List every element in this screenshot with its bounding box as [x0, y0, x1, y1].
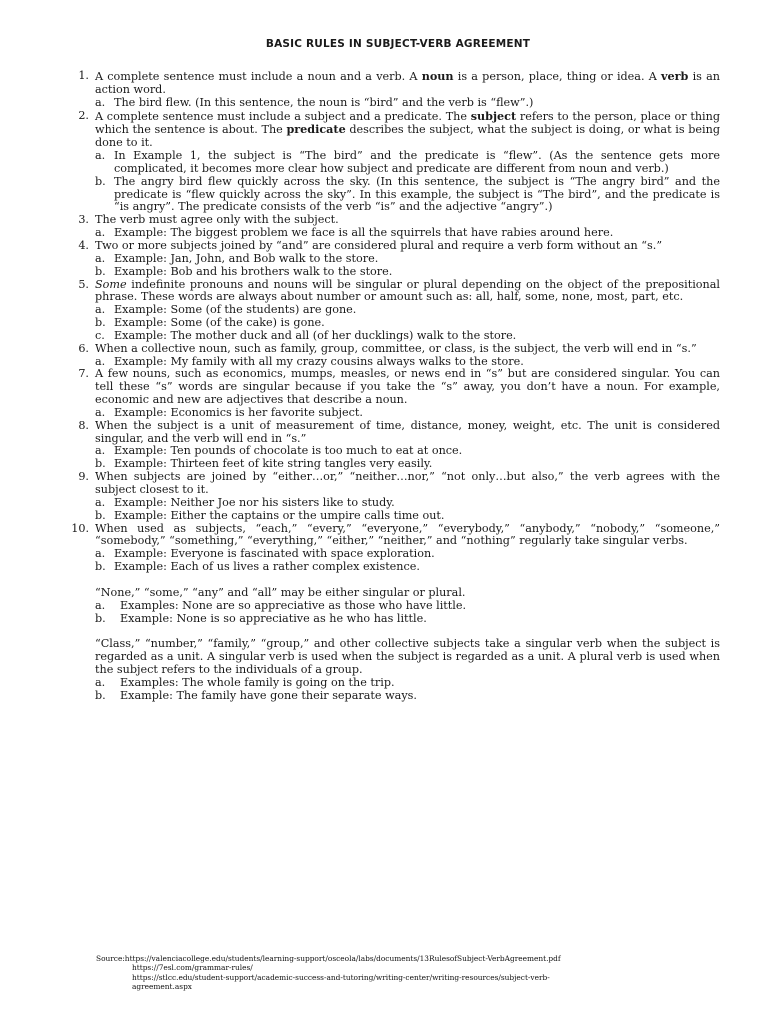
rule-number: 2.: [78, 108, 89, 122]
example-item: a. Examples: None are so appreciative as those who have little.: [95, 598, 467, 612]
rule-number: 10.: [71, 521, 89, 535]
source-line: https://stlcc.edu/student-support/academic-success-and-tutoring/writing-center/writing-resources/subject-verb-: [132, 972, 550, 982]
rule-number: 7.: [78, 367, 89, 381]
rule-number: 4.: [78, 238, 89, 252]
rule-number: 6.: [78, 341, 89, 355]
example-item: b. Example: None is so appreciative as he who has little.: [95, 611, 427, 625]
example-item: b. Example: Thirteen feet of kite string tangles very easily.: [95, 457, 433, 471]
bold-term: noun: [421, 69, 454, 83]
rule-number: 9.: [78, 470, 89, 484]
source-line: agreement.aspx: [132, 982, 192, 992]
bold-term: predicate: [286, 122, 346, 137]
bold-term: verb: [661, 69, 689, 83]
rule-number: 1.: [78, 69, 89, 82]
example-item: a. Example: Economics is her favorite subject.: [95, 405, 363, 419]
example-item: b. The angry bird flew quickly across the sky. (In this sentence, the subject is “The angry bird” and the predicate is “flew quickly across the sky”. In this example, the subject is “The bird”, and the predicate is “is angry”. The predicate consists of the verb “is” and the adjective “angry”.): [95, 174, 720, 214]
rule-number: 8.: [78, 418, 89, 432]
rule-4: 4. Two or more subjects joined by “and” are considered plural and require a verb form without an “s.” a. Example: Jan, John, and Bob walk to the store. b. Example: Bob and his brothers walk to the store.: [64, 240, 720, 279]
bold-term: subject: [470, 108, 517, 123]
note-text: “Class,” “number,” “family,” “group,” and other collective subjects take a singular verb when the subject is regarded as a unit. A singular verb is used when the subject is regarded as a unit. A plural verb is used when the subject refers to the individuals of a group.: [95, 637, 720, 677]
rule-5: 5. Some indefinite pronouns and nouns will be singular or plural depending on the object of the prepositional phrase. These words are always about number or amount such as: all, half, some, none, most, part, etc. a. Example: Some (of the students) are gone. b. Example: Some (of the cake) is gone. c. Example: The mother duck and all (of her ducklings) walk to the store.: [64, 279, 720, 343]
note-none-some-any-all: [64, 587, 720, 626]
example-item: a. Example: Neither Joe nor his sisters like to study.: [95, 495, 395, 509]
example-item: a. The bird flew. (In this sentence, the noun is “bird” and the verb is “flew”.): [95, 95, 534, 109]
source-citations: [96, 954, 716, 992]
example-item: b. Example: Either the captains or the umpire calls time out.: [95, 508, 445, 522]
source-line: Source:https://valenciacollege.edu/students/learning-support/osceola/labs/documents/13RulesofSubject-VerbAgreement.pdf: [96, 954, 561, 963]
rule-6: 6. When a collective noun, such as family, group, committee, or class, is the subject, the verb will end in “s.” a. Example: My family with all my crazy cousins always walks to the store.: [64, 343, 720, 369]
rule-7: 7. A few nouns, such as economics, mumps, measles, or news end in “s” but are considered singular. You can tell these “s” words are singular because if you take the “s” away, you don’t have a noun. For example, economic and new are adjectives that describe a noun. a. Example: Economics is her favorite subject.: [64, 368, 720, 419]
source-line: https://7esl.com/grammar-rules/: [132, 963, 253, 973]
rule-number: 3.: [78, 213, 89, 227]
example-item: a. Example: Some (of the students) are gone.: [95, 303, 357, 317]
example-item: a. Example: Jan, John, and Bob walk to the store.: [95, 251, 379, 265]
note-collective-subjects: [64, 638, 720, 702]
example-item: c. Example: The mother duck and all (of her ducklings) walk to the store.: [95, 328, 517, 342]
rule-3: 3. The verb must agree only with the subject. a. Example: The biggest problem we face is all the squirrels that have rabies around here.: [64, 214, 720, 240]
example-item: a. Example: My family with all my crazy cousins always walks to the store.: [95, 354, 524, 368]
rule-2: 2. A complete sentence must include a subject and a predicate. The subject refers to the person, place or thing which the sentence is about. The predicate describes the subject, what the subject is doing, or what is being done to it. a. In Example 1, the subject is “The bird” and the predicate is “flew”. (As the sentence gets more complicated, it becomes more clear how subject and predicate are different from noun and verb.) b. The angry bird flew quickly across the sky. (In this sentence, the subject is “The angry bird” and the predicate is “flew quickly across the sky”. In this example, the subject is “The bird”, and the predicate is “is angry”. The predicate consists of the verb “is” and the adjective “angry”.): [64, 110, 720, 215]
rule-number: 5.: [78, 277, 89, 291]
rule-8: 8. When the subject is a unit of measurement of time, distance, money, weight, etc. The unit is considered singular, and the verb will end in “s.” a. Example: Ten pounds of chocolate is too much to eat at once. b. Example: Thirteen feet of kite string tangles very easily.: [64, 420, 720, 471]
rule-10: 10. When used as subjects, “each,” “every,” “everyone,” “everybody,” “anybody,” “nobody,” “someone,” “somebody,” “something,” “everything,” “either,” “neither,” and “nothing” regularly take singular verbs. a. Example: Everyone is fascinated with space exploration. b. Example: Each of us lives a rather complex existence.: [64, 523, 720, 574]
example-item: a. Example: Ten pounds of chocolate is too much to eat at once.: [95, 444, 463, 458]
note-text: “None,” “some,” “any” and “all” may be either singular or plural.: [95, 585, 466, 599]
italic-term: Some: [95, 277, 127, 291]
example-item: a. Examples: The whole family is going on the trip.: [95, 675, 395, 689]
example-item: a. In Example 1, the subject is “The bird” and the predicate is “flew”. (As the sentence gets more complicated, it becomes more clear how subject and predicate are different from noun and verb.): [95, 149, 720, 175]
example-item: b. Example: Each of us lives a rather complex existence.: [95, 560, 420, 574]
rule-9: 9. When subjects are joined by “either…or,” “neither…nor,” “not only…but also,” the verb agrees with the subject closest to it. a. Example: Neither Joe nor his sisters like to study. b. Example: Either the captains or the umpire calls time out.: [64, 471, 720, 522]
example-item: a. Example: The biggest problem we face is all the squirrels that have rabies around here.: [95, 226, 614, 240]
rule-1: 1. A complete sentence must include a noun and a verb. A noun is a person, place, thing or idea. A verb is an action word. a. The bird flew. (In this sentence, the noun is “bird” and the verb is “flew”.): [64, 70, 720, 110]
example-item: b. Example: Bob and his brothers walk to the store.: [95, 264, 393, 278]
example-item: b. Example: Some (of the cake) is gone.: [95, 316, 325, 330]
example-item: a. Example: Everyone is fascinated with space exploration.: [95, 547, 435, 561]
example-item: b. Example: The family have gone their separate ways.: [95, 688, 417, 702]
page-title: BASIC RULES IN SUBJECT-VERB AGREEMENT: [265, 38, 531, 50]
